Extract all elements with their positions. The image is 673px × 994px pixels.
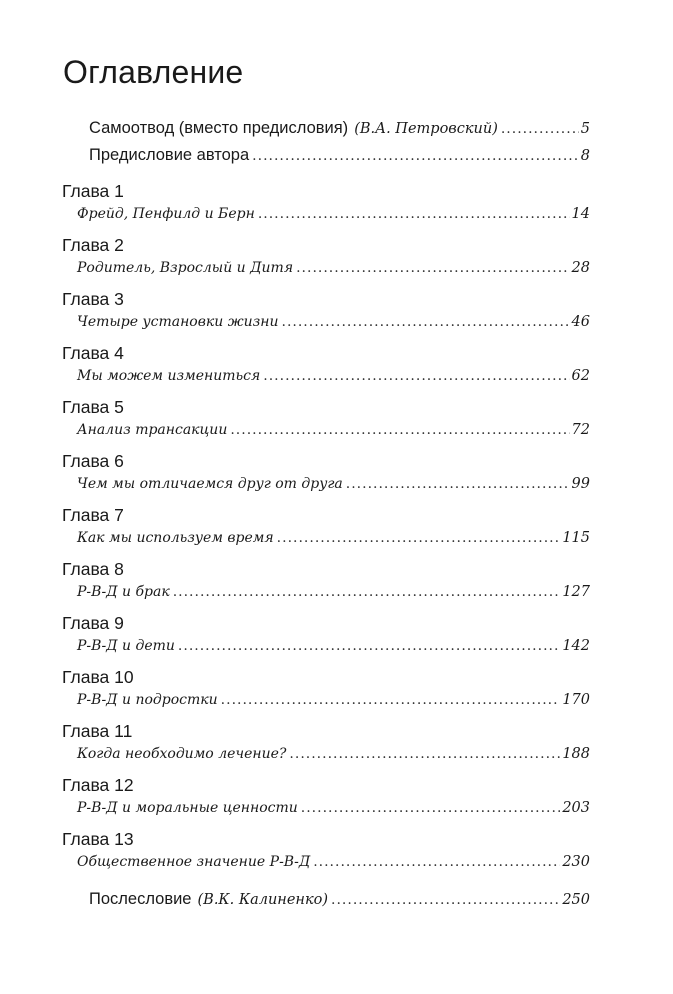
- toc-page-number: 72: [571, 422, 590, 438]
- toc-page-number: 99: [571, 476, 590, 492]
- chapter-heading: Глава 7: [62, 505, 124, 525]
- toc-entry-label: Послесловие: [89, 890, 192, 908]
- chapter-title: Фрейд, Пенфилд и Берн: [77, 206, 255, 222]
- leader-dots: [252, 145, 579, 167]
- chapter-title: Общественное значение Р-В-Д: [77, 854, 311, 870]
- toc-chapter-4[interactable]: [62, 342, 590, 386]
- chapter-title: Р-В-Д и моральные ценности: [77, 800, 298, 816]
- chapter-row: [77, 204, 590, 224]
- toc-entry-preface-editor[interactable]: [89, 117, 590, 140]
- chapter-heading: Глава 6: [62, 451, 124, 471]
- toc-page-number: 170: [562, 692, 590, 708]
- chapter-row: [77, 366, 590, 386]
- chapter-heading: Глава 10: [62, 667, 134, 687]
- leader-dots: [258, 204, 570, 224]
- chapter-row: [77, 258, 590, 278]
- chapter-title: Мы можем измениться: [77, 368, 261, 384]
- leader-dots: [346, 474, 570, 494]
- toc-entry-label: Самоотвод (вместо предисловия): [89, 119, 349, 137]
- chapter-row: [77, 690, 590, 710]
- toc-page-number: 14: [571, 206, 590, 222]
- toc-chapter-12[interactable]: [62, 774, 590, 818]
- leader-dots: [289, 744, 560, 764]
- toc-page-number: 188: [562, 746, 590, 762]
- leader-dots: [501, 118, 579, 140]
- chapter-row: [77, 312, 590, 332]
- toc-chapter-13[interactable]: [62, 828, 590, 872]
- chapter-row: [77, 798, 590, 818]
- chapter-row: [77, 636, 590, 656]
- toc-chapter-8[interactable]: [62, 558, 590, 602]
- chapter-title: Четыре установки жизни: [77, 314, 279, 330]
- toc-page-number: 5: [580, 121, 590, 137]
- toc-page-number: 127: [562, 584, 590, 600]
- chapter-title: Р-В-Д и подростки: [77, 692, 218, 708]
- toc-chapter-6[interactable]: [62, 450, 590, 494]
- toc-page-number: 28: [571, 260, 590, 276]
- chapter-row: [77, 474, 590, 494]
- leader-dots: [230, 420, 569, 440]
- toc-chapter-3[interactable]: [62, 288, 590, 332]
- toc-page-number: 250: [562, 892, 590, 908]
- leader-dots: [221, 690, 561, 710]
- toc-chapter-5[interactable]: [62, 396, 590, 440]
- toc-page-number: 230: [562, 854, 590, 870]
- chapter-title: Р-В-Д и дети: [77, 638, 175, 654]
- toc-entry-author: (В.К. Калиненко): [197, 892, 329, 908]
- chapter-row: [77, 852, 590, 872]
- toc-page-number: 203: [562, 800, 590, 816]
- chapter-heading: Глава 3: [62, 289, 124, 309]
- toc-page-number: 62: [571, 368, 590, 384]
- chapter-heading: Глава 2: [62, 235, 124, 255]
- chapter-heading: Глава 4: [62, 343, 124, 363]
- chapter-title: Анализ трансакции: [77, 422, 228, 438]
- chapter-heading: Глава 11: [62, 721, 133, 741]
- chapter-heading: Глава 1: [62, 181, 124, 201]
- chapter-row: [77, 528, 590, 548]
- chapter-title: Чем мы отличаемся друг от друга: [77, 476, 343, 492]
- leader-dots: [277, 528, 561, 548]
- leader-dots: [296, 258, 569, 278]
- chapter-heading: Глава 5: [62, 397, 124, 417]
- chapter-row: [77, 744, 590, 764]
- toc-chapter-1[interactable]: [62, 180, 590, 224]
- toc-chapter-7[interactable]: [62, 504, 590, 548]
- toc-chapter-2[interactable]: [62, 234, 590, 278]
- chapter-heading: Глава 9: [62, 613, 124, 633]
- chapter-title: Р-В-Д и брак: [77, 584, 170, 600]
- chapter-heading: Глава 8: [62, 559, 124, 579]
- toc-entry-author-preface[interactable]: [89, 144, 590, 167]
- chapter-heading: Глава 12: [62, 775, 134, 795]
- page-title: Оглавление: [63, 54, 244, 90]
- leader-dots: [331, 889, 560, 911]
- toc-entry-afterword[interactable]: [89, 888, 590, 911]
- toc-page-number: 142: [562, 638, 590, 654]
- leader-dots: [313, 852, 560, 872]
- toc-entry-label: Предисловие автора: [89, 146, 250, 164]
- chapter-title: Как мы используем время: [77, 530, 274, 546]
- toc-chapter-9[interactable]: [62, 612, 590, 656]
- toc-page-number: 8: [580, 148, 590, 164]
- chapter-heading: Глава 13: [62, 829, 134, 849]
- chapter-row: [77, 420, 590, 440]
- toc-page-number: 46: [571, 314, 590, 330]
- leader-dots: [173, 582, 561, 602]
- chapter-title: Когда необходимо лечение?: [77, 746, 287, 762]
- toc-chapter-10[interactable]: [62, 666, 590, 710]
- leader-dots: [301, 798, 561, 818]
- toc-chapter-11[interactable]: [62, 720, 590, 764]
- leader-dots: [282, 312, 570, 332]
- chapter-title: Родитель, Взрослый и Дитя: [77, 260, 294, 276]
- leader-dots: [263, 366, 569, 386]
- leader-dots: [178, 636, 560, 656]
- toc-entry-author: (В.А. Петровский): [354, 121, 498, 137]
- toc-page-number: 115: [562, 530, 590, 546]
- chapter-row: [77, 582, 590, 602]
